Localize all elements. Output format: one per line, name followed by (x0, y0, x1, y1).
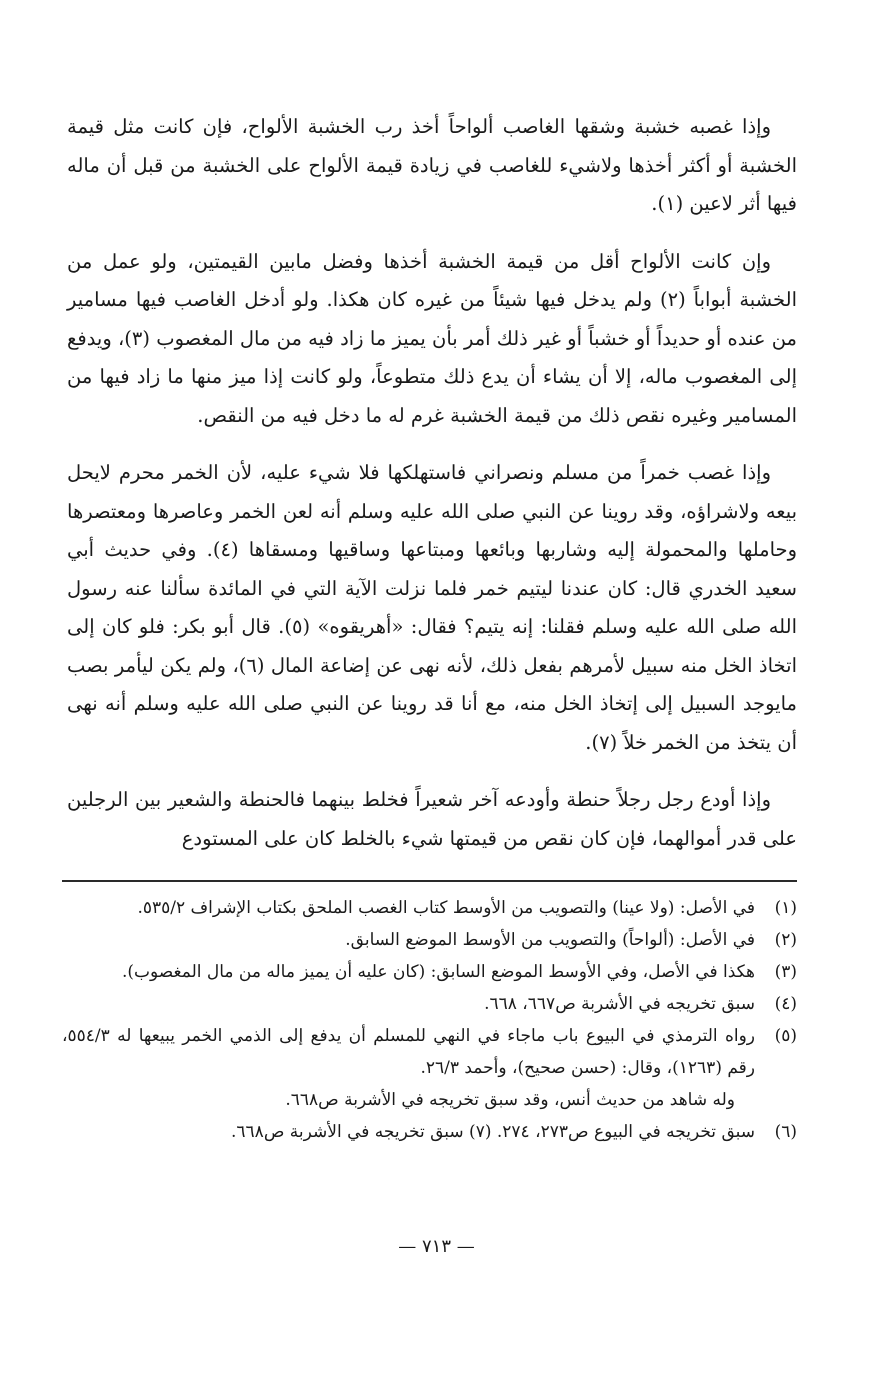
paragraph-3: وإذا غصب خمراً من مسلم ونصراني فاستهلكها فلا شيء عليه، لأن الخمر محرم لايحل بيعه ولاشراؤه، وقد روينا عن النبي صلى الله عليه وسلم أنه لعن الخمر وعاصرها ومعتصرها وحاملها والمحمولة إليه وشاربها وبائعها ومبتاعها وساقيها ومسقاها (٤). وفي حديث أبي سعيد الخدري قال: كان عندنا ليتيم خمر فلما نزلت الآية التي في المائدة سألنا عنه رسول الله صلى الله عليه وسلم فقلنا: إنه يتيم؟ فقال: «أهريقوه» (٥). قال أبو بكر: فلو كان إلى اتخاذ الخل منه سبيل لأمرهم بفعل ذلك، لأنه نهى عن إضاعة المال (٦)، ولم يكن ليأمر بصب مايوجد السبيل إلى إتخاذ الخل منه، مع أنا قد روينا عن النبي صلى الله عليه وسلم أنه نهى أن يتخذ من الخمر خلاً (٧). (67, 461, 798, 754)
footnote-number: (٤) (774, 994, 797, 1014)
footnote-number: (٢) (774, 930, 797, 950)
paragraph-1: وإذا غصبه خشبة وشقها الغاصب ألواحاً أخذ رب الخشبة الألواح، فإن كانت مثل قيمة الخشبة أو أكثر أخذها ولاشيء للغاصب في زيادة قيمة الألواح على الخشبة من قبل أن ماله فيها أثر لاعين (١). (67, 115, 797, 215)
footnote-5 (62, 1020, 797, 1084)
footnote-text: هكذا في الأصل، وفي الأوسط الموضع السابق: (كان عليه أن يميز ماله من مال المغصوب). (121, 962, 755, 982)
footnote-1 (62, 892, 797, 924)
paragraph-4: وإذا أودع رجل رجلاً حنطة وأودعه آخر شعيراً فخلط بينهما فالحنطة والشعير بين الرجلين على قدر أموالهما، فإن كان نقص من قيمتها شيء بالخلط كان على المستودع (67, 788, 797, 850)
footnote-number: (٣) (774, 962, 797, 982)
footnote-separator (62, 880, 797, 882)
footnote-text: رواه الترمذي في البيوع باب ماجاء في النهي للمسلم أن يدفع إلى الذمي الخمر يبيعها له ٥٥٤/٣، رقم (١٢٦٣)، وقال: (حسن صحيح)، وأحمد ٢٦/٣. (62, 1026, 755, 1078)
footnote-text: في الأصل: (ألواحاً) والتصويب من الأوسط الموضع السابق. (345, 930, 755, 950)
footnote-4 (62, 988, 797, 1020)
footnote-3 (62, 956, 797, 988)
main-text (67, 108, 797, 877)
footnote-number: (٥) (774, 1026, 797, 1046)
footnote-text: سبق تخريجه في البيوع ص٢٧٣، ٢٧٤. (٧) سبق تخريجه في الأشربة ص٦٦٨. (231, 1122, 755, 1142)
footnote-text: سبق تخريجه في الأشربة ص٦٦٧، ٦٦٨. (484, 994, 755, 1014)
footnote-number: (٦) (774, 1122, 797, 1142)
footnote-number: (١) (774, 898, 797, 918)
footnote-2 (62, 924, 797, 956)
footnote-6-7 (62, 1116, 797, 1148)
paragraph-2: وإن كانت الألواح أقل من قيمة الخشبة أخذها وفضل مابين القيمتين، ولو عمل من الخشبة أبواباً (٢) ولم يدخل فيها شيئاً من غيره كان هكذا. ولو أدخل الغاصب فيها مسامير من عنده أو حديداً أو خشباً أو غير ذلك أمر بأن يميز ما زاد فيه من مال المغصوب (٣)، ويدفع إلى المغصوب ماله، إلا أن يشاء أن يدع ذلك متطوعاً، ولو كانت إذا ميز منها ما زاد فيها من المسامير وغيره نقص ذلك من قيمة الخشبة غرم له ما دخل فيه من النقص. (67, 249, 797, 427)
footnote-5-continuation (62, 1084, 797, 1116)
footnote-text: في الأصل: (ولا عينا) والتصويب من الأوسط كتاب الغصب الملحق بكتاب الإشراف ٥٣٥/٢. (137, 898, 755, 918)
page-number: — ٧١٣ — (398, 1236, 475, 1257)
footnote-text: وله شاهد من حديث أنس، وقد سبق تخريجه في الأشربة ص٦٦٨. (285, 1090, 735, 1110)
footnotes (62, 892, 797, 1148)
